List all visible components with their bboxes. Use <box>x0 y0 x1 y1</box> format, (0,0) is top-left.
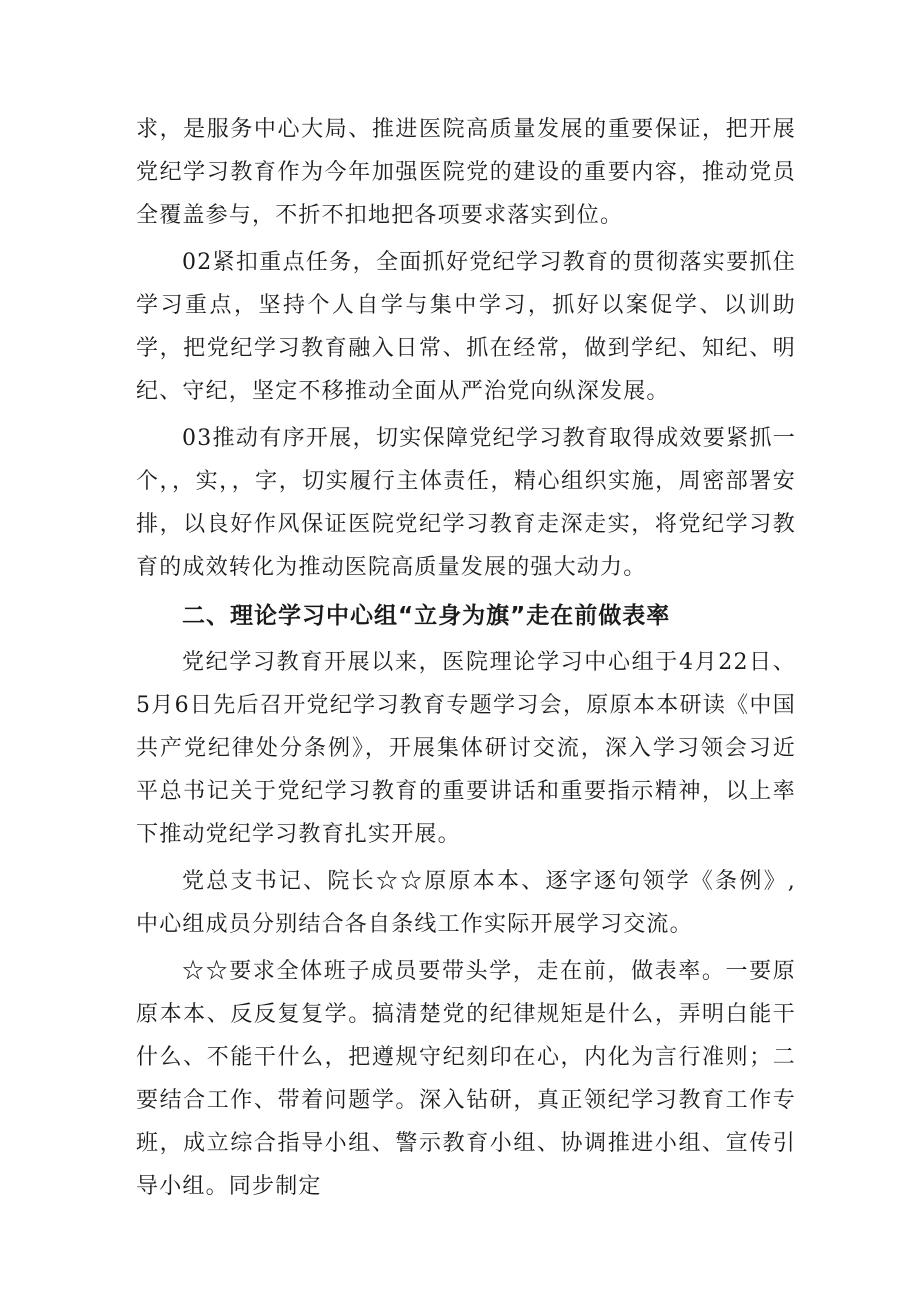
paragraph-secretary-leads: 党总支书记、院长☆☆原原本本、逐字逐句领学《条例》, 中心组成员分别结合各自条线工作实际开展学习交流。 <box>136 869 796 937</box>
section-heading: 二、理论学习中心组“立身为旗”走在前做表率 <box>182 603 671 629</box>
paragraph-point-02: 02紧扣重点任务，全面抓好党纪学习教育的贯彻落实要抓住学习重点，坚持个人自学与集中学习，抓好以案促学、以训助学，把党纪学习教育融入日常、抓在经常，做到学纪、知纪、明纪、守纪，坚定不移推动全面从严治党向纵深发展。 <box>136 250 796 404</box>
document-body <box>136 108 796 1212</box>
paragraph-requirements: ☆☆要求全体班子成员要带头学，走在前，做表率。一要原原本本、反反复复学。搞清楚党的纪律规矩是什么，弄明白能干什么、不能干什么，把遵规守纪刻印在心，内化为言行准则；二要结合工作、带着问题学。深入钻研，真正领纪学习教育工作专班，成立综合指导小组、警示教育小组、协调推进小组、宣传引导小组。同步制定 <box>136 959 796 1199</box>
paragraph-continued: 求，是服务中心大局、推进医院高质量发展的重要保证，把开展党纪学习教育作为今年加强医院党的建设的重要内容，推动党员全覆盖参与，不折不扣地把各项要求落实到位。 <box>136 117 796 228</box>
paragraph-point-03: 03推动有序开展，切实保障党纪学习教育取得成效要紧抓一个，，实，，字，切实履行主体责任，精心组织实施，周密部署安排，以良好作风保证医院党纪学习教育走深走实，将党纪学习教育的成效转化为推动医院高质量发展的强大动力。 <box>136 426 796 580</box>
paragraph-study-sessions: 党纪学习教育开展以来，医院理论学习中心组于4月22日、5月6日先后召开党纪学习教育专题学习会，原原本本研读《中国共产党纪律处分条例》，开展集体研讨交流，深入学习领会习近平总书记关于党纪学习教育的重要讲话和重要指示精神，以上率下推动党纪学习教育扎实开展。 <box>136 650 796 847</box>
